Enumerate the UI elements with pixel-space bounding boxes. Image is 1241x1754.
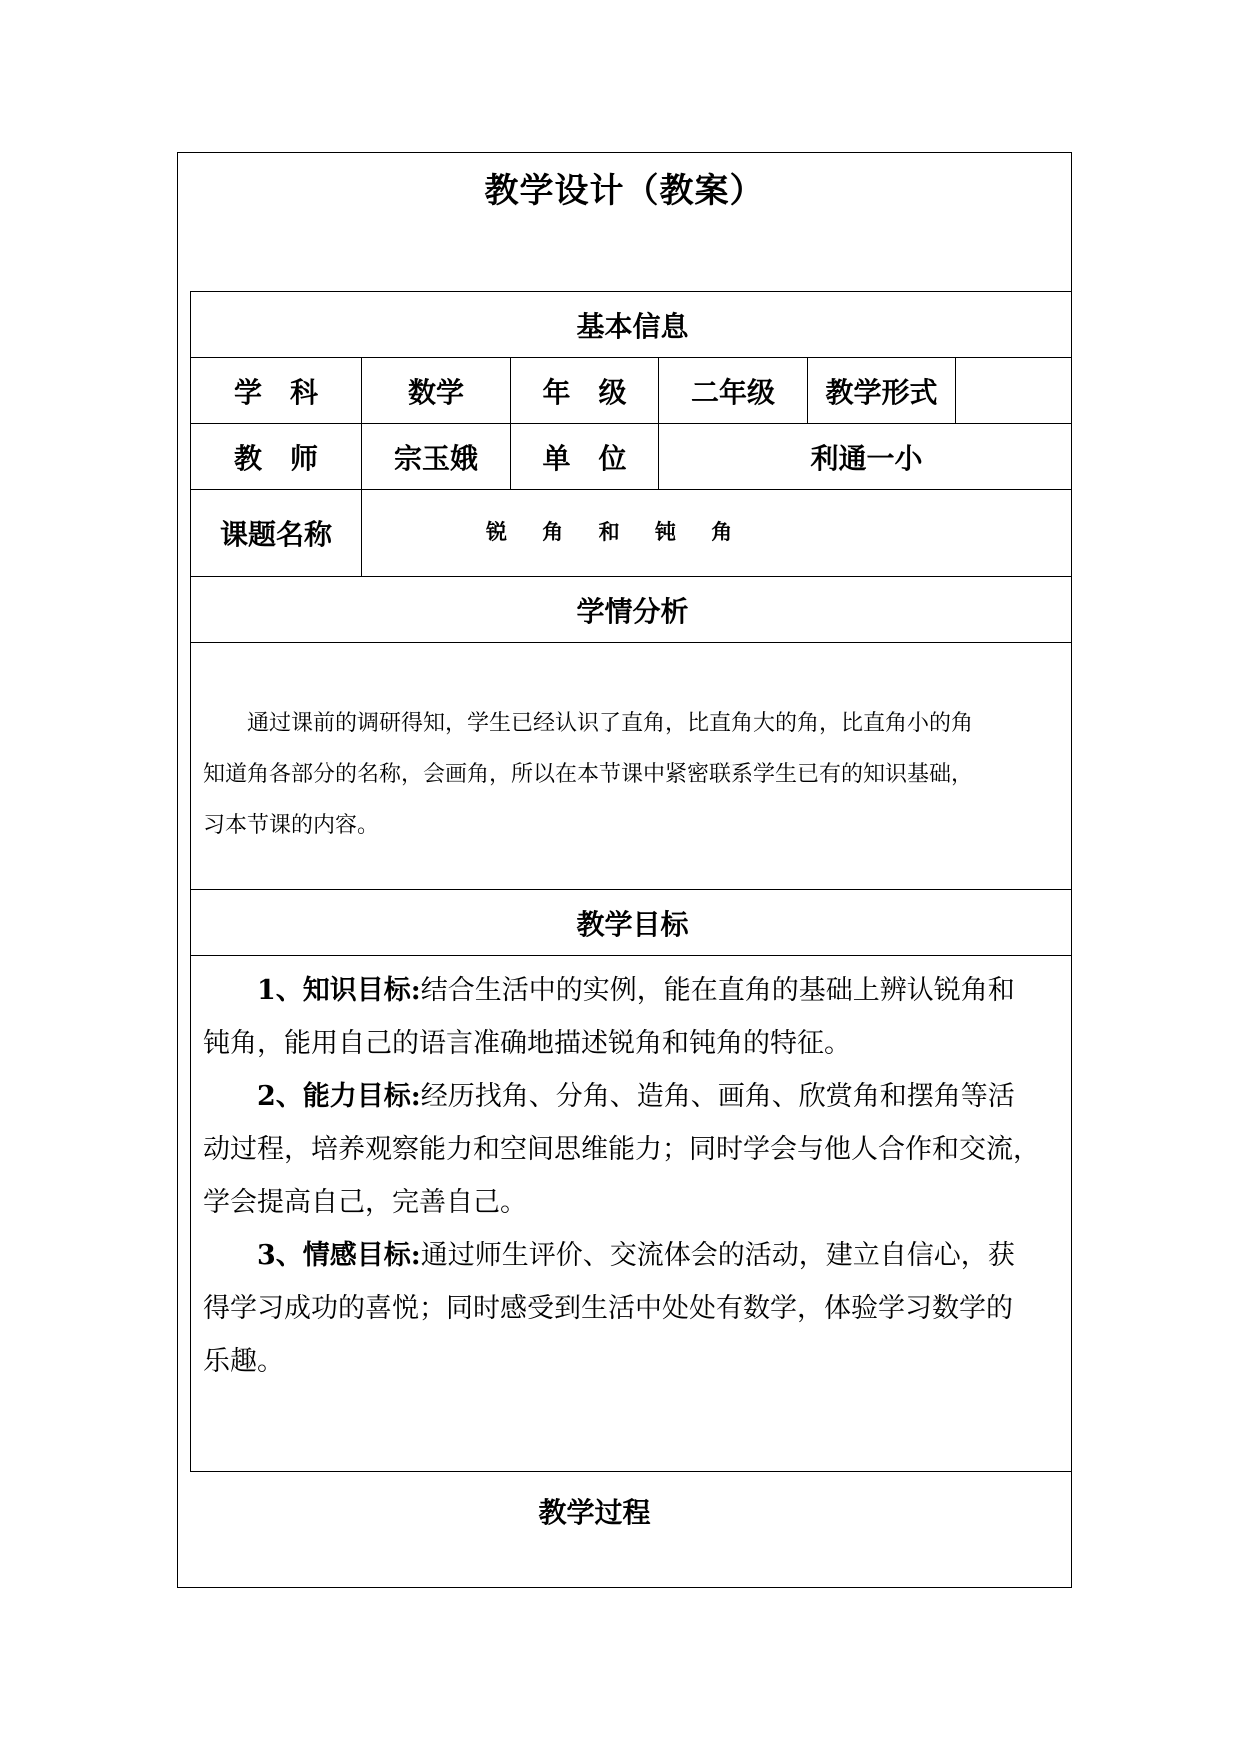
teacher-row	[191, 424, 1072, 490]
topic-label: 课题名称	[191, 490, 362, 576]
basic-info-header: 基本信息	[576, 309, 689, 343]
subject-value: 数学	[362, 358, 511, 423]
topic-value: 锐 角 和 钝 角	[486, 519, 747, 544]
objective-label: 2、能力目标:	[257, 1081, 421, 1112]
objective-line: 学会提高自己，完善自己。	[203, 1187, 527, 1218]
objectives-header: 教学目标	[576, 907, 689, 941]
objectives-header-row	[191, 890, 1072, 956]
analysis-line: 习本节课的内容。	[203, 813, 380, 838]
objective-line: 钝角，能用自己的语言准确地描述锐角和钝角的特征。	[203, 1028, 851, 1059]
analysis-body	[191, 643, 1072, 890]
subject-label: 学 科	[191, 358, 362, 423]
objective-line: 得学习成功的喜悦；同时感受到生活中处处有数学，体验学习数学的	[203, 1293, 1013, 1324]
objective-line: 动过程，培养观察能力和空间思维能力；同时学会与他人合作和交流，	[203, 1134, 1040, 1165]
objective-label: 3、情感目标:	[257, 1240, 421, 1271]
form-label: 教学形式	[808, 358, 956, 423]
topic-row	[191, 490, 1072, 577]
objectives-body	[191, 956, 1072, 1472]
subject-row	[191, 358, 1072, 424]
objective-label: 1、知识目标:	[257, 975, 421, 1006]
lesson-plan-frame	[177, 152, 1072, 1588]
teacher-label: 教 师	[191, 424, 362, 489]
unit-label: 单 位	[511, 424, 659, 489]
objective-ability: 2、能力目标:经历找角、分角、造角、画角、欣赏角和摆角等活	[257, 1081, 1015, 1112]
basic-info-header-row	[191, 292, 1072, 358]
analysis-line: 通过课前的调研得知，学生已经认识了直角，比直角大的角，比直角小的角	[247, 711, 974, 736]
grade-label: 年 级	[511, 358, 659, 423]
analysis-header: 学情分析	[576, 594, 689, 628]
form-value	[956, 358, 1072, 423]
grade-value: 二年级	[659, 358, 808, 423]
analysis-text	[203, 698, 1072, 851]
objective-knowledge: 1、知识目标:结合生活中的实例，能在直角的基础上辨认锐角和	[257, 975, 1015, 1006]
unit-value: 利通一小	[810, 441, 923, 475]
teacher-value: 宗玉娥	[362, 424, 511, 489]
analysis-line: 知道角各部分的名称，会画角，所以在本节课中紧密联系学生已有的知识基础，	[203, 762, 974, 787]
objective-emotion: 3、情感目标:通过师生评价、交流体会的活动，建立自信心，获	[257, 1240, 1015, 1271]
process-header: 教学过程	[538, 1496, 651, 1529]
objectives-text	[203, 964, 1072, 1388]
objective-line: 乐趣。	[203, 1346, 284, 1377]
document-title: 教学设计（教案）	[484, 171, 765, 211]
analysis-header-row	[191, 577, 1072, 643]
basic-info-table	[190, 291, 1072, 1472]
